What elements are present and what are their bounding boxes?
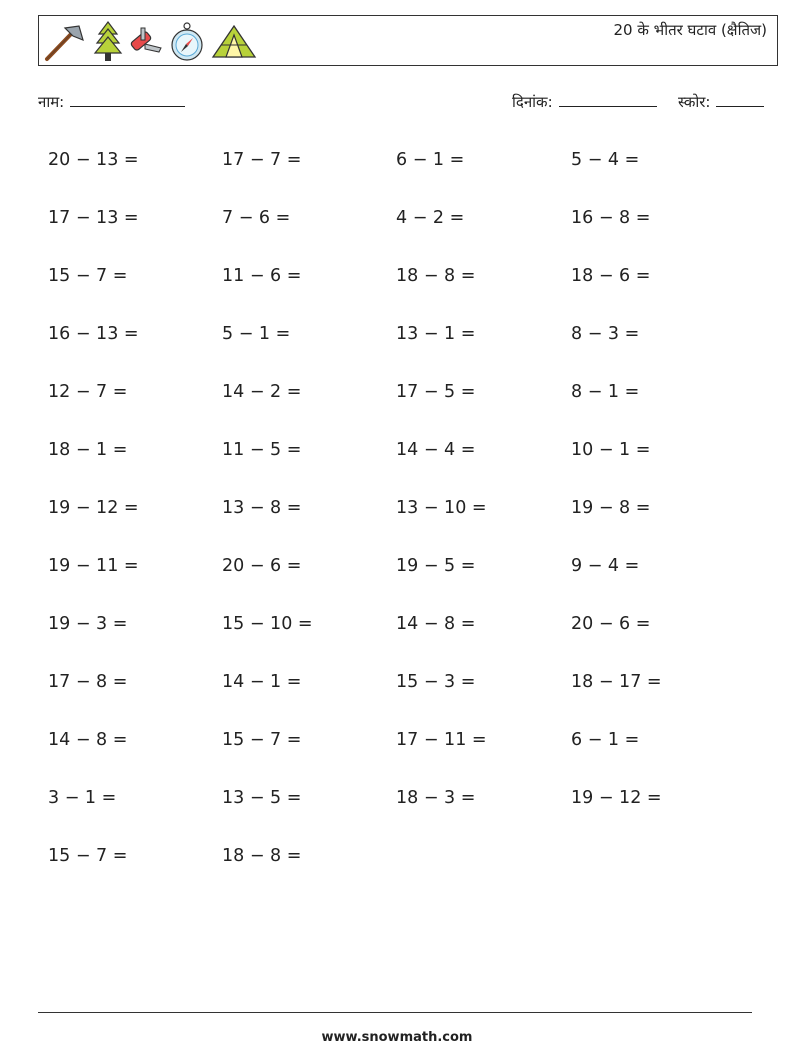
problem-4-2: 5 − 1 = — [222, 324, 291, 344]
problem-2-1: 17 − 13 = — [48, 208, 139, 228]
problem-4-1: 16 − 13 = — [48, 324, 139, 344]
date-blank[interactable] — [559, 92, 657, 107]
footer-divider — [38, 1012, 752, 1013]
score-field[interactable] — [678, 92, 764, 112]
date-field[interactable] — [512, 92, 657, 112]
problem-2-2: 7 − 6 = — [222, 208, 291, 228]
problem-12-4: 19 − 12 = — [571, 788, 662, 808]
name-blank[interactable] — [70, 92, 185, 107]
problem-4-3: 13 − 1 = — [396, 324, 476, 344]
problem-12-1: 3 − 1 = — [48, 788, 117, 808]
pocket-knife-icon — [129, 22, 163, 62]
problem-10-2: 14 − 1 = — [222, 672, 302, 692]
problem-12-3: 18 − 3 = — [396, 788, 476, 808]
problem-9-1: 19 − 3 = — [48, 614, 128, 634]
problem-2-3: 4 − 2 = — [396, 208, 465, 228]
problem-8-3: 19 − 5 = — [396, 556, 476, 576]
problem-6-4: 10 − 1 = — [571, 440, 651, 460]
problem-10-3: 15 − 3 = — [396, 672, 476, 692]
problem-7-2: 13 − 8 = — [222, 498, 302, 518]
name-label: नाम: — [38, 93, 65, 111]
problem-4-4: 8 − 3 = — [571, 324, 640, 344]
problem-1-1: 20 − 13 = — [48, 150, 139, 170]
pine-tree-icon — [93, 20, 123, 64]
problem-5-4: 8 − 1 = — [571, 382, 640, 402]
problem-5-2: 14 − 2 = — [222, 382, 302, 402]
problem-6-2: 11 − 5 = — [222, 440, 302, 460]
problem-8-1: 19 − 11 = — [48, 556, 139, 576]
problem-11-3: 17 − 11 = — [396, 730, 487, 750]
problem-10-4: 18 − 17 = — [571, 672, 662, 692]
problem-11-1: 14 − 8 = — [48, 730, 128, 750]
problem-5-3: 17 − 5 = — [396, 382, 476, 402]
problem-1-2: 17 − 7 = — [222, 150, 302, 170]
header-box — [38, 15, 778, 66]
compass-icon — [169, 21, 205, 63]
problem-7-3: 13 − 10 = — [396, 498, 487, 518]
problem-3-3: 18 − 8 = — [396, 266, 476, 286]
date-label: दिनांक: — [512, 93, 553, 111]
problem-6-1: 18 − 1 = — [48, 440, 128, 460]
header-icons — [43, 20, 257, 64]
problem-12-2: 13 − 5 = — [222, 788, 302, 808]
problem-7-1: 19 − 12 = — [48, 498, 139, 518]
problem-5-1: 12 − 7 = — [48, 382, 128, 402]
problem-3-4: 18 − 6 = — [571, 266, 651, 286]
problem-2-4: 16 − 8 = — [571, 208, 651, 228]
problem-9-2: 15 − 10 = — [222, 614, 313, 634]
problem-1-3: 6 − 1 = — [396, 150, 465, 170]
footer-url: www.snowmath.com — [321, 1030, 473, 1045]
problem-13-2: 18 − 8 = — [222, 846, 302, 866]
problem-3-1: 15 − 7 = — [48, 266, 128, 286]
problem-9-3: 14 − 8 = — [396, 614, 476, 634]
problem-11-2: 15 − 7 = — [222, 730, 302, 750]
score-blank[interactable] — [716, 92, 764, 107]
problem-3-2: 11 − 6 = — [222, 266, 302, 286]
problem-1-4: 5 − 4 = — [571, 150, 640, 170]
score-label: स्कोर: — [678, 93, 711, 111]
problem-10-1: 17 − 8 = — [48, 672, 128, 692]
problem-6-3: 14 − 4 = — [396, 440, 476, 460]
problem-13-1: 15 − 7 = — [48, 846, 128, 866]
problem-7-4: 19 − 8 = — [571, 498, 651, 518]
problem-11-4: 6 − 1 = — [571, 730, 640, 750]
problem-9-4: 20 − 6 = — [571, 614, 651, 634]
tent-icon — [211, 23, 257, 61]
worksheet-title: 20 के भीतर घटाव (क्षैतिज) — [613, 21, 767, 39]
axe-icon — [43, 22, 87, 62]
name-field[interactable] — [38, 92, 185, 112]
problem-8-2: 20 − 6 = — [222, 556, 302, 576]
problem-8-4: 9 − 4 = — [571, 556, 640, 576]
